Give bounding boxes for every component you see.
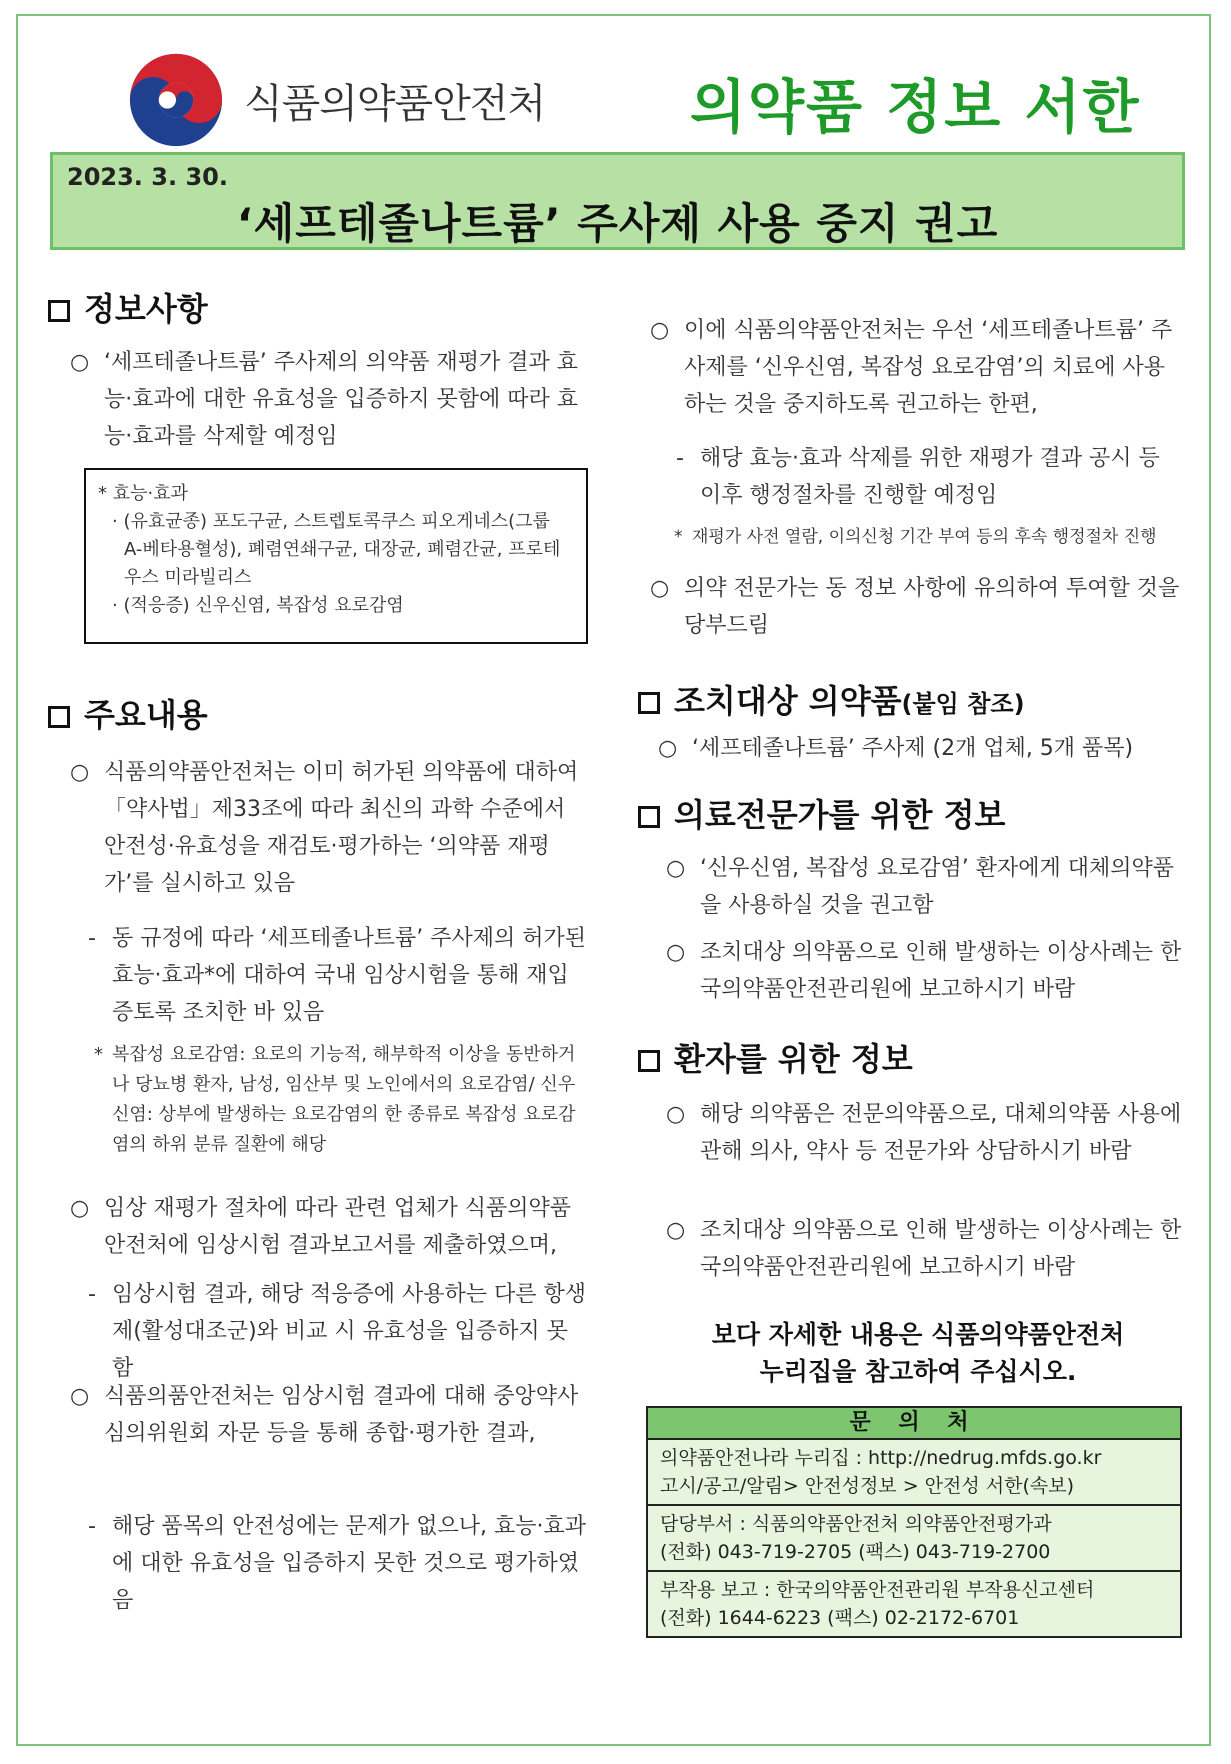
closing-line-2: 누리집을 참고하여 주십시오.	[759, 1357, 1077, 1386]
contact-row-website	[648, 1440, 1180, 1506]
website-url[interactable]: 의약품안전나라 누리집 : http://nedrug.mfds.go.kr	[660, 1447, 1102, 1469]
square-bullet-icon	[48, 300, 70, 322]
right-note-1: * 재평가 사전 열람, 이의신청 기간 부여 등의 후속 행정절차 진행	[692, 522, 1184, 552]
issue-date: 2023. 3. 30.	[67, 163, 228, 191]
department-name: 담당부서 : 식품의약품안전처 의약품안전평가과	[660, 1513, 1052, 1535]
main-paragraph-1: ○ 식품의약품안전처는 이미 허가된 의약품에 대하여 「약사법」제33조에 따라 최신의 과학 수준에서 안전성·유효성을 재검토·평가하는 ‘의약품 재평가’를 실시하고 있음	[104, 754, 588, 902]
square-bullet-icon	[48, 706, 70, 728]
title-banner	[50, 152, 1185, 250]
main-dash-2: - 임상시험 결과, 해당 적응증에 사용하는 다른 항생제(활성대조군)와 비교 시 유효성을 입증하지 못함	[112, 1276, 588, 1387]
pro-paragraph-2: ○ 조치대상 의약품으로 인해 발생하는 이상사례는 한국의약품안전관리원에 보고하시기 바람	[700, 934, 1184, 1008]
section-heading-info: 정보사항	[48, 284, 208, 330]
box-item-strains: · (유효균종) 포도구균, 스트렙토콕쿠스 피오게네스(그룹 A-베타용혈성), 폐렴연쇄구균, 대장균, 폐렴간균, 프로테우스 미라빌리스	[112, 511, 561, 588]
department-phone: (전화) 043-719-2705 (팩스) 043-719-2700	[660, 1541, 1051, 1563]
square-bullet-icon	[638, 1050, 660, 1072]
right-paragraph-2: ○ 의약 전문가는 동 정보 사항에 유의하여 투여할 것을 당부드림	[684, 570, 1184, 644]
box-item-indications: · (적응증) 신우신염, 복잡성 요로감염	[112, 595, 404, 616]
contact-row-department	[648, 1506, 1180, 1572]
org-name: 식품의약품안전처	[244, 81, 546, 127]
main-dash-1: - 동 규정에 따라 ‘세프테졸나트륨’ 주사제의 허가된 효능·효과*에 대하여 국내 임상시험을 통해 재입증토록 조치한 바 있음	[112, 920, 588, 1031]
pro-paragraph-1: ○ ‘신우신염, 복잡성 요로감염’ 환자에게 대체의약품을 사용하실 것을 권고함	[700, 850, 1184, 924]
section-heading-main: 주요내용	[48, 690, 208, 736]
contact-heading: 문 의 처	[648, 1408, 1180, 1440]
square-bullet-icon	[638, 692, 660, 714]
closing-line-1: 보다 자세한 내용은 식품의약품안전처	[711, 1320, 1125, 1349]
square-bullet-icon	[638, 806, 660, 828]
main-paragraph-2: ○ 임상 재평가 절차에 따라 관련 업체가 식품의약품안전처에 임상시험 결과보고서를 제출하였으며,	[104, 1190, 588, 1264]
page-title: ‘세프테졸나트륨’ 주사제 사용 중지 권고	[236, 199, 999, 248]
report-center-name: 부작용 보고 : 한국의약품안전관리원 부작용신고센터	[660, 1579, 1095, 1601]
efficacy-definition-box	[84, 468, 588, 644]
contact-row-adverse-report	[648, 1572, 1180, 1636]
document-type: 의약품 정보 서한	[690, 73, 1141, 141]
main-dash-3: - 해당 품목의 안전성에는 문제가 없으나, 효능·효과에 대한 유효성을 입증하지 못한 것으로 평가하였음	[112, 1508, 588, 1619]
info-paragraph: ○ ‘세프테졸나트륨’ 주사제의 의약품 재평가 결과 효능·효과에 대한 유효성을 입증하지 못함에 따라 효능·효과를 삭제할 예정임	[104, 344, 588, 455]
government-taegeuk-logo-icon	[128, 52, 224, 148]
section-heading-target: 조치대상 의약품(붙임 참조)	[638, 676, 1025, 722]
patient-paragraph-1: ○ 해당 의약품은 전문의약품으로, 대체의약품 사용에 관해 의사, 약사 등 전문가와 상담하시기 바람	[700, 1096, 1184, 1170]
closing-note	[648, 1316, 1188, 1390]
patient-paragraph-2: ○ 조치대상 의약품으로 인해 발생하는 이상사례는 한국의약품안전관리원에 보고하시기 바람	[700, 1212, 1184, 1286]
target-paragraph: ○ ‘세프테졸나트륨’ 주사제 (2개 업체, 5개 품목)	[692, 730, 1184, 767]
section-heading-professionals: 의료전문가를 위한 정보	[638, 790, 1005, 836]
main-note-1: * 복잡성 요로감염: 요로의 기능적, 해부학적 이상을 동반하거나 당뇨병 환자, 남성, 임산부 및 노인에서의 요로감염/ 신우신염: 상부에 발생하는 요로감염의 한 종류로 복잡성 요로감염의 하위 분류 질환에 해당	[112, 1040, 588, 1160]
section-heading-patients: 환자를 위한 정보	[638, 1034, 913, 1080]
right-paragraph-1: ○ 이에 식품의약품안전처는 우선 ‘세프테졸나트륨’ 주사제를 ‘신우신염, 복잡성 요로감염’의 치료에 사용하는 것을 중지하도록 권고하는 한편,	[684, 312, 1184, 423]
right-dash-1: - 해당 효능·효과 삭제를 위한 재평가 결과 공시 등 이후 행정절차를 진행할 예정임	[700, 440, 1184, 514]
contact-table	[646, 1406, 1182, 1638]
box-title: * 효능·효과	[98, 483, 188, 504]
website-path: 고시/공고/알림> 안전성정보 > 안전성 서한(속보)	[660, 1475, 1074, 1497]
report-center-phone: (전화) 1644-6223 (팩스) 02-2172-6701	[660, 1607, 1020, 1629]
main-paragraph-3: ○ 식품의품안전처는 임상시험 결과에 대해 중앙약사심의위원회 자문 등을 통해 종합·평가한 결과,	[104, 1378, 588, 1452]
